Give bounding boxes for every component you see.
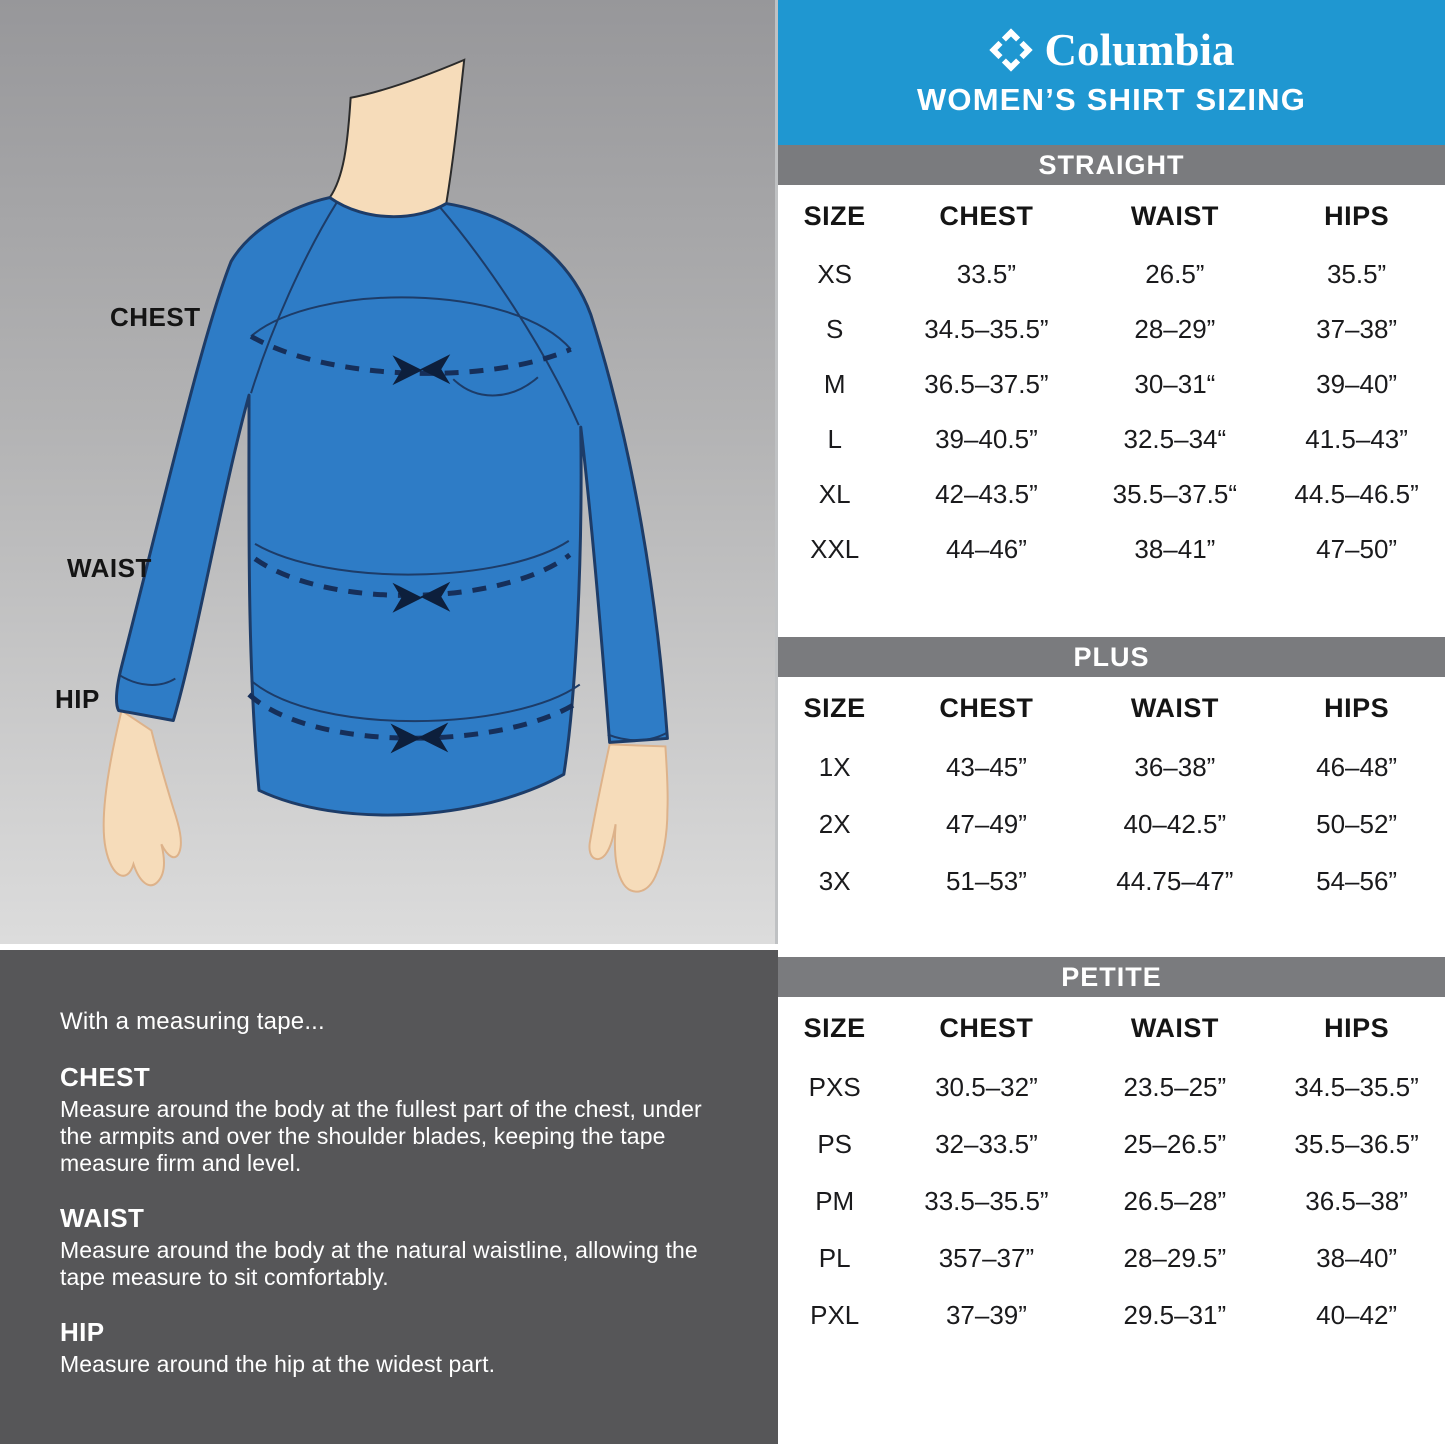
table-cell: 36–38” [1134, 752, 1216, 782]
table-cell: S [826, 314, 844, 344]
header-cell: HIPS [1324, 1012, 1390, 1043]
instruction-heading: HIP [60, 1317, 105, 1347]
table-cell: 26.5” [1145, 259, 1205, 289]
table-cell: 36.5–37.5” [924, 369, 1049, 399]
table-row [778, 522, 1445, 577]
table-row [778, 1116, 1445, 1173]
shirt-measurement-illustration [0, 0, 775, 944]
table-row [778, 357, 1445, 412]
table-cell: 50–52” [1316, 809, 1398, 839]
table-cell: XL [818, 479, 851, 509]
instruction-section-hip [60, 1317, 738, 1378]
table-cell: 33.5–35.5” [924, 1186, 1049, 1216]
size-tables [778, 145, 1445, 1344]
table-cell: 3X [818, 866, 851, 896]
header-cell: CHEST [939, 692, 1034, 723]
table-cell: 46–48” [1316, 752, 1398, 782]
band-petite: PETITE [778, 957, 1445, 997]
table-cell: 47–50” [1316, 534, 1398, 564]
size-table-straight [778, 185, 1445, 577]
brand-header [778, 0, 1445, 145]
table-cell: 37–38” [1316, 314, 1398, 344]
table-row [778, 1287, 1445, 1344]
header-cell: HIPS [1324, 200, 1390, 231]
table-cell: 39–40.5” [935, 424, 1038, 454]
table-cell: 25–26.5” [1123, 1129, 1227, 1159]
instruction-body: Measure around the hip at the widest part. [60, 1351, 496, 1377]
table-cell: 34.5–35.5” [1294, 1072, 1419, 1102]
header-cell: CHEST [939, 1012, 1034, 1043]
table-row [778, 302, 1445, 357]
instruction-section-chest [60, 1062, 738, 1177]
header-cell: SIZE [803, 1012, 866, 1043]
page-title: WOMEN’S SHIRT SIZING [916, 82, 1307, 117]
table-cell: 37–39” [945, 1300, 1027, 1330]
table-cell: 36.5–38” [1305, 1186, 1408, 1216]
table-row [778, 467, 1445, 522]
table-cell: 39–40” [1316, 369, 1398, 399]
header-cell: SIZE [803, 200, 866, 231]
table-row [778, 412, 1445, 467]
table-cell: 38–41” [1134, 534, 1216, 564]
table-row [778, 247, 1445, 302]
table-cell: 28–29.5” [1123, 1243, 1227, 1273]
instruction-heading: WAIST [60, 1203, 145, 1233]
header-cell: HIPS [1324, 692, 1390, 723]
table-cell: 54–56” [1316, 866, 1398, 896]
neck-skin [330, 60, 464, 217]
table-cell: 42–43.5” [935, 479, 1038, 509]
table-cell: 35.5–36.5” [1294, 1129, 1419, 1159]
table-cell: PXS [808, 1072, 861, 1102]
table-cell: XS [817, 259, 853, 289]
table-row [778, 1173, 1445, 1230]
table-cell: 40–42.5” [1123, 809, 1227, 839]
brand-wordmark: Columbia [1044, 24, 1235, 75]
table-cell: 33.5” [956, 259, 1017, 289]
shirt [116, 198, 667, 815]
size-table-plus [778, 677, 1445, 910]
table-header-row [778, 677, 1445, 739]
table-cell: PS [817, 1129, 853, 1159]
table-cell: 43–45” [945, 752, 1027, 782]
table-cell: PXL [810, 1300, 860, 1330]
table-cell: 44.75–47” [1116, 866, 1234, 896]
table-header-row [778, 997, 1445, 1059]
size-table-petite [778, 997, 1445, 1344]
table-cell: 1X [818, 752, 851, 782]
table-cell: 32.5–34“ [1123, 424, 1227, 454]
header-cell: WAIST [1130, 200, 1219, 231]
table-cell: 35.5” [1326, 259, 1387, 289]
instruction-body: Measure around the body at the natural waistline, allowing the tape measure to sit comfortably. [60, 1237, 698, 1290]
table-cell: PM [815, 1186, 855, 1216]
sizing-panel [778, 0, 1445, 1444]
instruction-heading: CHEST [60, 1062, 151, 1092]
table-cell: 47–49” [945, 809, 1027, 839]
waist-label: WAIST [67, 553, 152, 583]
table-cell: L [827, 424, 842, 454]
table-cell: 30.5–32” [935, 1072, 1038, 1102]
instructions-intro: With a measuring tape... [60, 1008, 325, 1035]
table-cell: 357–37” [938, 1243, 1035, 1273]
right-hand [589, 744, 667, 891]
table-row [778, 1059, 1445, 1116]
table-cell: 40–42” [1316, 1300, 1398, 1330]
table-cell: 41.5–43” [1305, 424, 1408, 454]
header-cell: SIZE [803, 692, 866, 723]
chest-label: CHEST [110, 302, 201, 332]
table-header-row [778, 185, 1445, 247]
instruction-body: Measure around the body at the fullest part of the chest, under the armpits and over the shoulder blades, keeping the tape measure firm and level. [60, 1096, 702, 1176]
table-cell: 44.5–46.5” [1294, 479, 1419, 509]
table-cell: 34.5–35.5” [924, 314, 1049, 344]
table-cell: M [823, 369, 846, 399]
table-row [778, 853, 1445, 910]
table-row [778, 1230, 1445, 1287]
table-cell: 44–46” [945, 534, 1027, 564]
table-cell: 23.5–25” [1123, 1072, 1227, 1102]
columbia-gem-icon [988, 27, 1034, 73]
header-cell: CHEST [939, 200, 1034, 231]
table-cell: 2X [818, 809, 851, 839]
band-plus: PLUS [778, 637, 1445, 677]
table-cell: 26.5–28” [1123, 1186, 1227, 1216]
table-cell: 30–31“ [1134, 369, 1216, 399]
table-cell: XXL [810, 534, 860, 564]
table-cell: 35.5–37.5“ [1112, 479, 1237, 509]
figure-panel [0, 0, 778, 944]
hip-label: HIP [55, 684, 100, 714]
table-cell: 29.5–31” [1123, 1300, 1227, 1330]
columbia-logo [988, 24, 1235, 75]
table-cell: PL [818, 1243, 851, 1273]
instruction-section-waist [60, 1203, 738, 1291]
table-cell: 32–33.5” [935, 1129, 1038, 1159]
table-cell: 28–29” [1134, 314, 1216, 344]
header-cell: WAIST [1130, 1012, 1219, 1043]
table-row [778, 739, 1445, 796]
band-straight: STRAIGHT [778, 145, 1445, 185]
measuring-instructions-panel [0, 950, 778, 1444]
left-hand [104, 710, 181, 885]
table-cell: 51–53” [945, 866, 1027, 896]
table-cell: 38–40” [1316, 1243, 1398, 1273]
table-row [778, 796, 1445, 853]
header-cell: WAIST [1130, 692, 1219, 723]
